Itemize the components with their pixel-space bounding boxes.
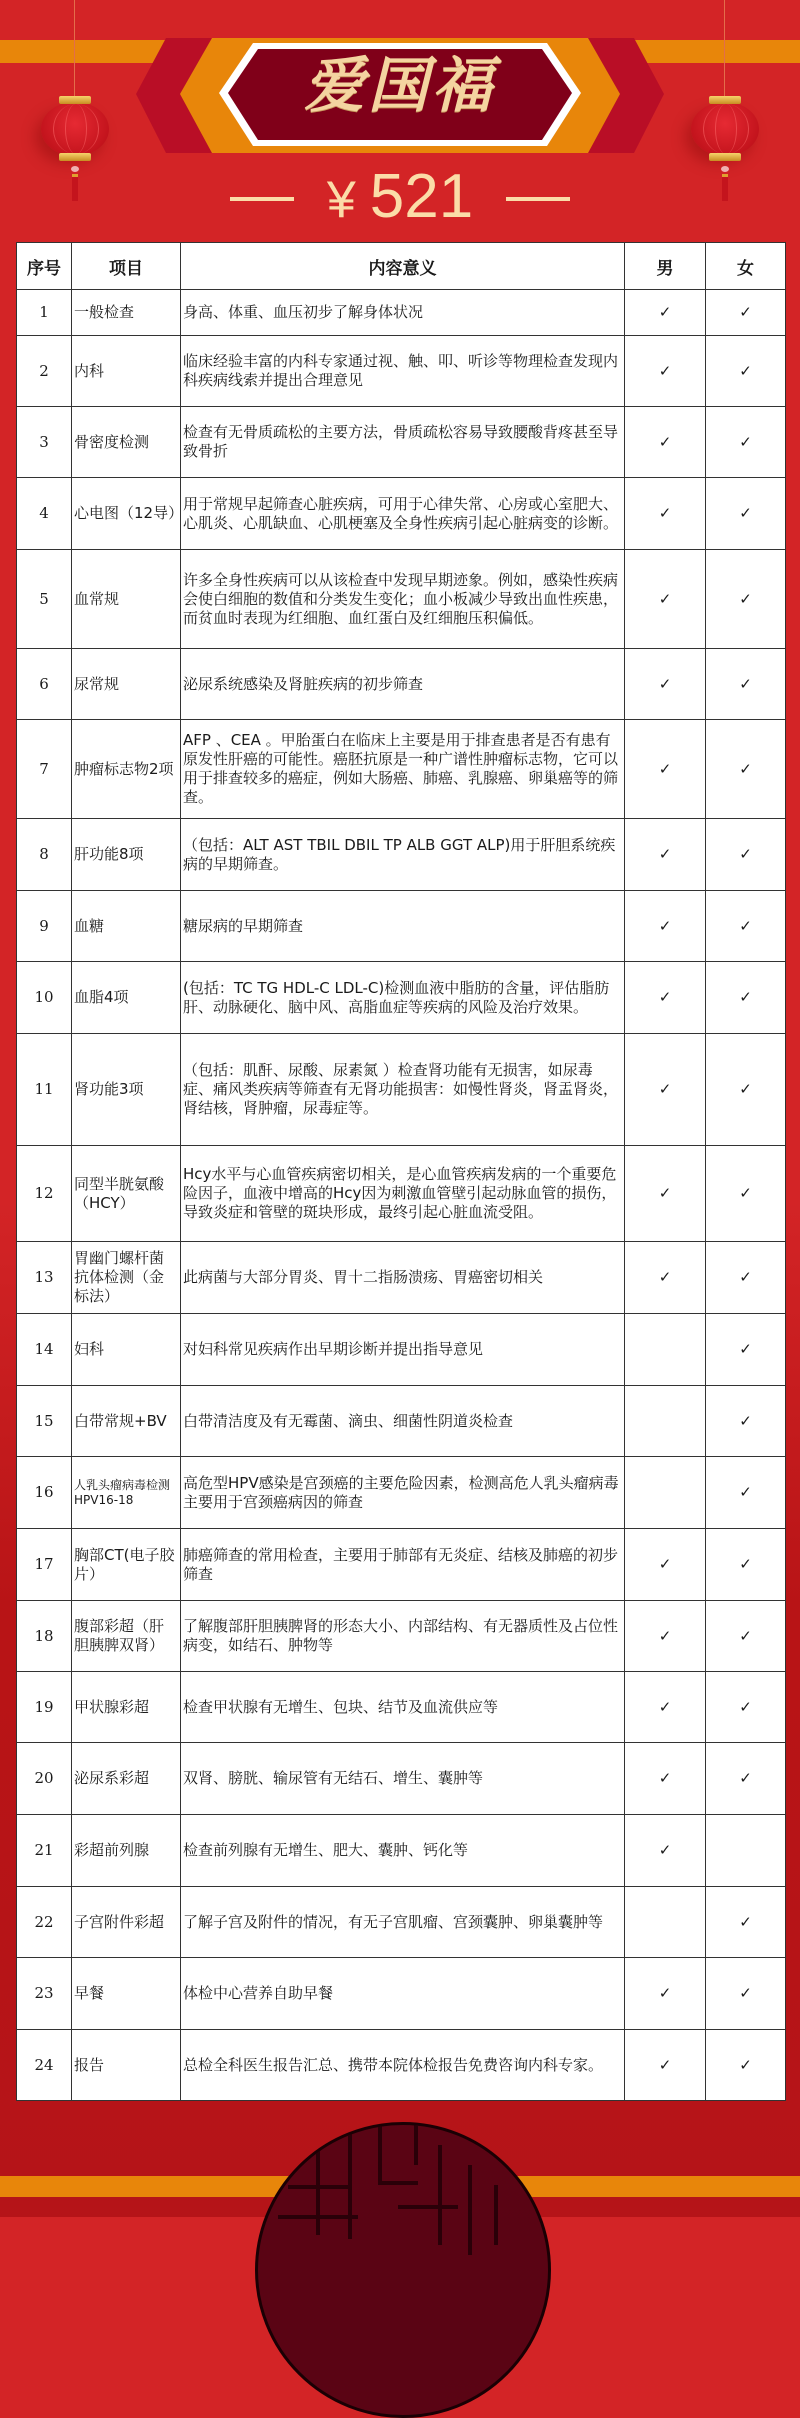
price-currency: ¥	[326, 171, 356, 229]
row-number: 5	[17, 550, 72, 649]
row-description: 许多全身性疾病可以从该检查中发现早期迹象。例如，感染性疾病会使白细胞的数值和分类发生变化；血小板减少导致出血性疾患，而贫血时表现为红细胞、血红蛋白及红细胞压积偏低。	[181, 550, 625, 649]
row-item-name: 泌尿系彩超	[72, 1743, 181, 1815]
row-male-check: ✓	[625, 1743, 706, 1815]
table-header-row	[17, 243, 786, 290]
row-male-check: ✓	[625, 550, 706, 649]
row-item-name: 骨密度检测	[72, 407, 181, 478]
row-number: 18	[17, 1601, 72, 1672]
row-number: 2	[17, 336, 72, 407]
row-description: 高危型HPV感染是宫颈癌的主要危险因素，检测高危人乳头瘤病毒主要用于宫颈癌病因的筛查	[181, 1457, 625, 1529]
header-desc: 内容意义	[181, 243, 625, 290]
table-row	[17, 478, 786, 550]
row-item-name: 肾功能3项	[72, 1034, 181, 1146]
row-item-name: 早餐	[72, 1958, 181, 2030]
row-item-name: 血常规	[72, 550, 181, 649]
title-banner	[0, 0, 800, 160]
row-female-check: ✓	[706, 649, 786, 720]
row-male-check: ✓	[625, 407, 706, 478]
table-row	[17, 1958, 786, 2030]
row-male-check	[625, 1314, 706, 1386]
row-description: 此病菌与大部分胃炎、胃十二指肠溃疡、胃癌密切相关	[181, 1242, 625, 1314]
table-row	[17, 1146, 786, 1242]
row-male-check: ✓	[625, 1034, 706, 1146]
row-male-check: ✓	[625, 1146, 706, 1242]
row-female-check: ✓	[706, 1457, 786, 1529]
row-male-check: ✓	[625, 336, 706, 407]
row-female-check: ✓	[706, 1242, 786, 1314]
row-description: 泌尿系统感染及肾脏疾病的初步筛查	[181, 649, 625, 720]
row-number: 24	[17, 2030, 72, 2101]
row-description: AFP 、CEA 。甲胎蛋白在临床上主要是用于排查患者是否有患有原发性肝癌的可能性。癌胚抗原是一种广谱性肿瘤标志物，它可以用于排查较多的癌症，例如大肠癌、肺癌、乳腺癌、卵巢癌等的筛查。	[181, 720, 625, 819]
row-female-check: ✓	[706, 1146, 786, 1242]
row-female-check	[706, 1815, 786, 1887]
row-number: 14	[17, 1314, 72, 1386]
row-number: 9	[17, 891, 72, 962]
row-description: 对妇科常见疾病作出早期诊断并提出指导意见	[181, 1314, 625, 1386]
price-value: 521	[369, 162, 474, 231]
row-female-check: ✓	[706, 336, 786, 407]
row-number: 6	[17, 649, 72, 720]
row-item-name: 同型半胱氨酸（HCY）	[72, 1146, 181, 1242]
row-description: (包括：TC TG HDL-C LDL-C)检测血液中脂肪的含量，评估脂肪肝、动脉硬化、脑中风、高脂血症等疾病的风险及治疗效果。	[181, 962, 625, 1034]
row-male-check	[625, 1457, 706, 1529]
row-description: 检查有无骨质疏松的主要方法，骨质疏松容易导致腰酸背疼甚至导致骨折	[181, 407, 625, 478]
row-description: 体检中心营养自助早餐	[181, 1958, 625, 2030]
row-number: 19	[17, 1672, 72, 1743]
row-male-check	[625, 1887, 706, 1958]
row-male-check: ✓	[625, 1958, 706, 2030]
row-item-name: 腹部彩超（肝胆胰脾双肾）	[72, 1601, 181, 1672]
row-item-name: 血糖	[72, 891, 181, 962]
row-female-check: ✓	[706, 720, 786, 819]
price-display	[0, 164, 800, 234]
table-row	[17, 336, 786, 407]
row-number: 7	[17, 720, 72, 819]
row-description: 检查前列腺有无增生、肥大、囊肿、钙化等	[181, 1815, 625, 1887]
row-number: 13	[17, 1242, 72, 1314]
row-number: 12	[17, 1146, 72, 1242]
header-male: 男	[625, 243, 706, 290]
table-row	[17, 1815, 786, 1887]
row-male-check: ✓	[625, 720, 706, 819]
row-item-name: 报告	[72, 2030, 181, 2101]
row-number: 4	[17, 478, 72, 550]
row-male-check	[625, 1386, 706, 1457]
row-female-check: ✓	[706, 819, 786, 891]
row-male-check: ✓	[625, 819, 706, 891]
row-female-check: ✓	[706, 1314, 786, 1386]
row-male-check: ✓	[625, 1815, 706, 1887]
row-item-name: 尿常规	[72, 649, 181, 720]
table-row	[17, 891, 786, 962]
row-female-check: ✓	[706, 290, 786, 336]
row-female-check: ✓	[706, 1601, 786, 1672]
row-item-name: 肿瘤标志物2项	[72, 720, 181, 819]
lattice-medallion-decoration	[255, 2122, 551, 2418]
row-male-check: ✓	[625, 478, 706, 550]
row-female-check: ✓	[706, 1034, 786, 1146]
row-male-check: ✓	[625, 1601, 706, 1672]
row-female-check: ✓	[706, 550, 786, 649]
row-female-check: ✓	[706, 407, 786, 478]
row-item-name: 白带常规+BV	[72, 1386, 181, 1457]
row-number: 10	[17, 962, 72, 1034]
row-female-check: ✓	[706, 1672, 786, 1743]
row-item-name: 彩超前列腺	[72, 1815, 181, 1887]
row-item-name: 子宫附件彩超	[72, 1887, 181, 1958]
header-item: 项目	[72, 243, 181, 290]
row-item-name: 血脂4项	[72, 962, 181, 1034]
row-description: 双肾、膀胱、输尿管有无结石、增生、囊肿等	[181, 1743, 625, 1815]
table-row	[17, 550, 786, 649]
row-number: 8	[17, 819, 72, 891]
row-number: 21	[17, 1815, 72, 1887]
price-dash-right	[506, 197, 570, 201]
row-item-name: 胸部CT(电子胶片）	[72, 1529, 181, 1601]
row-item-name: 一般检查	[72, 290, 181, 336]
row-male-check: ✓	[625, 1529, 706, 1601]
table-row	[17, 1314, 786, 1386]
table-row	[17, 1743, 786, 1815]
table-row	[17, 1887, 786, 1958]
row-description: （包括：ALT AST TBIL DBIL TP ALB GGT ALP)用于肝胆系统疾病的早期筛查。	[181, 819, 625, 891]
row-description: 身高、体重、血压初步了解身体状况	[181, 290, 625, 336]
row-number: 11	[17, 1034, 72, 1146]
table-row	[17, 1034, 786, 1146]
table-row	[17, 1529, 786, 1601]
row-male-check: ✓	[625, 1242, 706, 1314]
row-item-name: 甲状腺彩超	[72, 1672, 181, 1743]
price-dash-left	[230, 197, 294, 201]
row-number: 16	[17, 1457, 72, 1529]
row-male-check: ✓	[625, 2030, 706, 2101]
table-row	[17, 1242, 786, 1314]
row-male-check: ✓	[625, 290, 706, 336]
row-female-check: ✓	[706, 962, 786, 1034]
table-row	[17, 1386, 786, 1457]
row-male-check: ✓	[625, 962, 706, 1034]
row-number: 22	[17, 1887, 72, 1958]
package-title: 爱国福	[304, 51, 496, 121]
row-description: 了解腹部肝胆胰脾肾的形态大小、内部结构、有无器质性及占位性病变，如结石、肿物等	[181, 1601, 625, 1672]
row-female-check: ✓	[706, 2030, 786, 2101]
row-description: 检查甲状腺有无增生、包块、结节及血流供应等	[181, 1672, 625, 1743]
row-item-name: 心电图（12导）	[72, 478, 181, 550]
row-description: 肺癌筛查的常用检查，主要用于肺部有无炎症、结核及肺癌的初步筛查	[181, 1529, 625, 1601]
row-female-check: ✓	[706, 1529, 786, 1601]
row-number: 1	[17, 290, 72, 336]
checkup-items-table	[16, 242, 786, 2101]
row-number: 23	[17, 1958, 72, 2030]
row-description: Hcy水平与心血管疾病密切相关，是心血管疾病发病的一个重要危险因子，血液中增高的Hcy因为刺激血管壁引起动脉血管的损伤，导致炎症和管壁的斑块形成，最终引起心脏血流受阻。	[181, 1146, 625, 1242]
row-description: 白带清洁度及有无霉菌、滴虫、细菌性阴道炎检查	[181, 1386, 625, 1457]
row-male-check: ✓	[625, 891, 706, 962]
row-female-check: ✓	[706, 1386, 786, 1457]
table-row	[17, 819, 786, 891]
row-number: 15	[17, 1386, 72, 1457]
row-female-check: ✓	[706, 478, 786, 550]
header-female: 女	[706, 243, 786, 290]
row-female-check: ✓	[706, 1958, 786, 2030]
table-row	[17, 1601, 786, 1672]
row-description: 总检全科医生报告汇总、携带本院体检报告免费咨询内科专家。	[181, 2030, 625, 2101]
table-row	[17, 1672, 786, 1743]
header-no: 序号	[17, 243, 72, 290]
row-female-check: ✓	[706, 1743, 786, 1815]
table-row	[17, 962, 786, 1034]
table-row	[17, 649, 786, 720]
row-item-name: 胃幽门螺杆菌抗体检测（金标法）	[72, 1242, 181, 1314]
row-number: 20	[17, 1743, 72, 1815]
row-item-name: 肝功能8项	[72, 819, 181, 891]
row-female-check: ✓	[706, 1887, 786, 1958]
table-row	[17, 290, 786, 336]
table-row	[17, 407, 786, 478]
table-row	[17, 720, 786, 819]
row-male-check: ✓	[625, 1672, 706, 1743]
row-item-name: 内科	[72, 336, 181, 407]
row-female-check: ✓	[706, 891, 786, 962]
row-number: 17	[17, 1529, 72, 1601]
row-description: 了解子宫及附件的情况，有无子宫肌瘤、宫颈囊肿、卵巢囊肿等	[181, 1887, 625, 1958]
table-row	[17, 1457, 786, 1529]
row-description: 用于常规早起筛查心脏疾病，可用于心律失常、心房或心室肥大、心肌炎、心肌缺血、心肌梗塞及全身性疾病引起心脏病变的诊断。	[181, 478, 625, 550]
table-row	[17, 2030, 786, 2101]
row-description: 糖尿病的早期筛查	[181, 891, 625, 962]
row-description: （包括：肌酐、尿酸、尿素氮 ）检查肾功能有无损害，如尿毒症、痛风类疾病等筛查有无肾功能损害：如慢性肾炎，肾盂肾炎，肾结核，肾肿瘤，尿毒症等。	[181, 1034, 625, 1146]
row-male-check: ✓	[625, 649, 706, 720]
row-item-name: 妇科	[72, 1314, 181, 1386]
row-number: 3	[17, 407, 72, 478]
row-item-name: 人乳头瘤病毒检测HPV16-18	[72, 1457, 181, 1529]
row-description: 临床经验丰富的内科专家通过视、触、叩、听诊等物理检查发现内科疾病线索并提出合理意见	[181, 336, 625, 407]
